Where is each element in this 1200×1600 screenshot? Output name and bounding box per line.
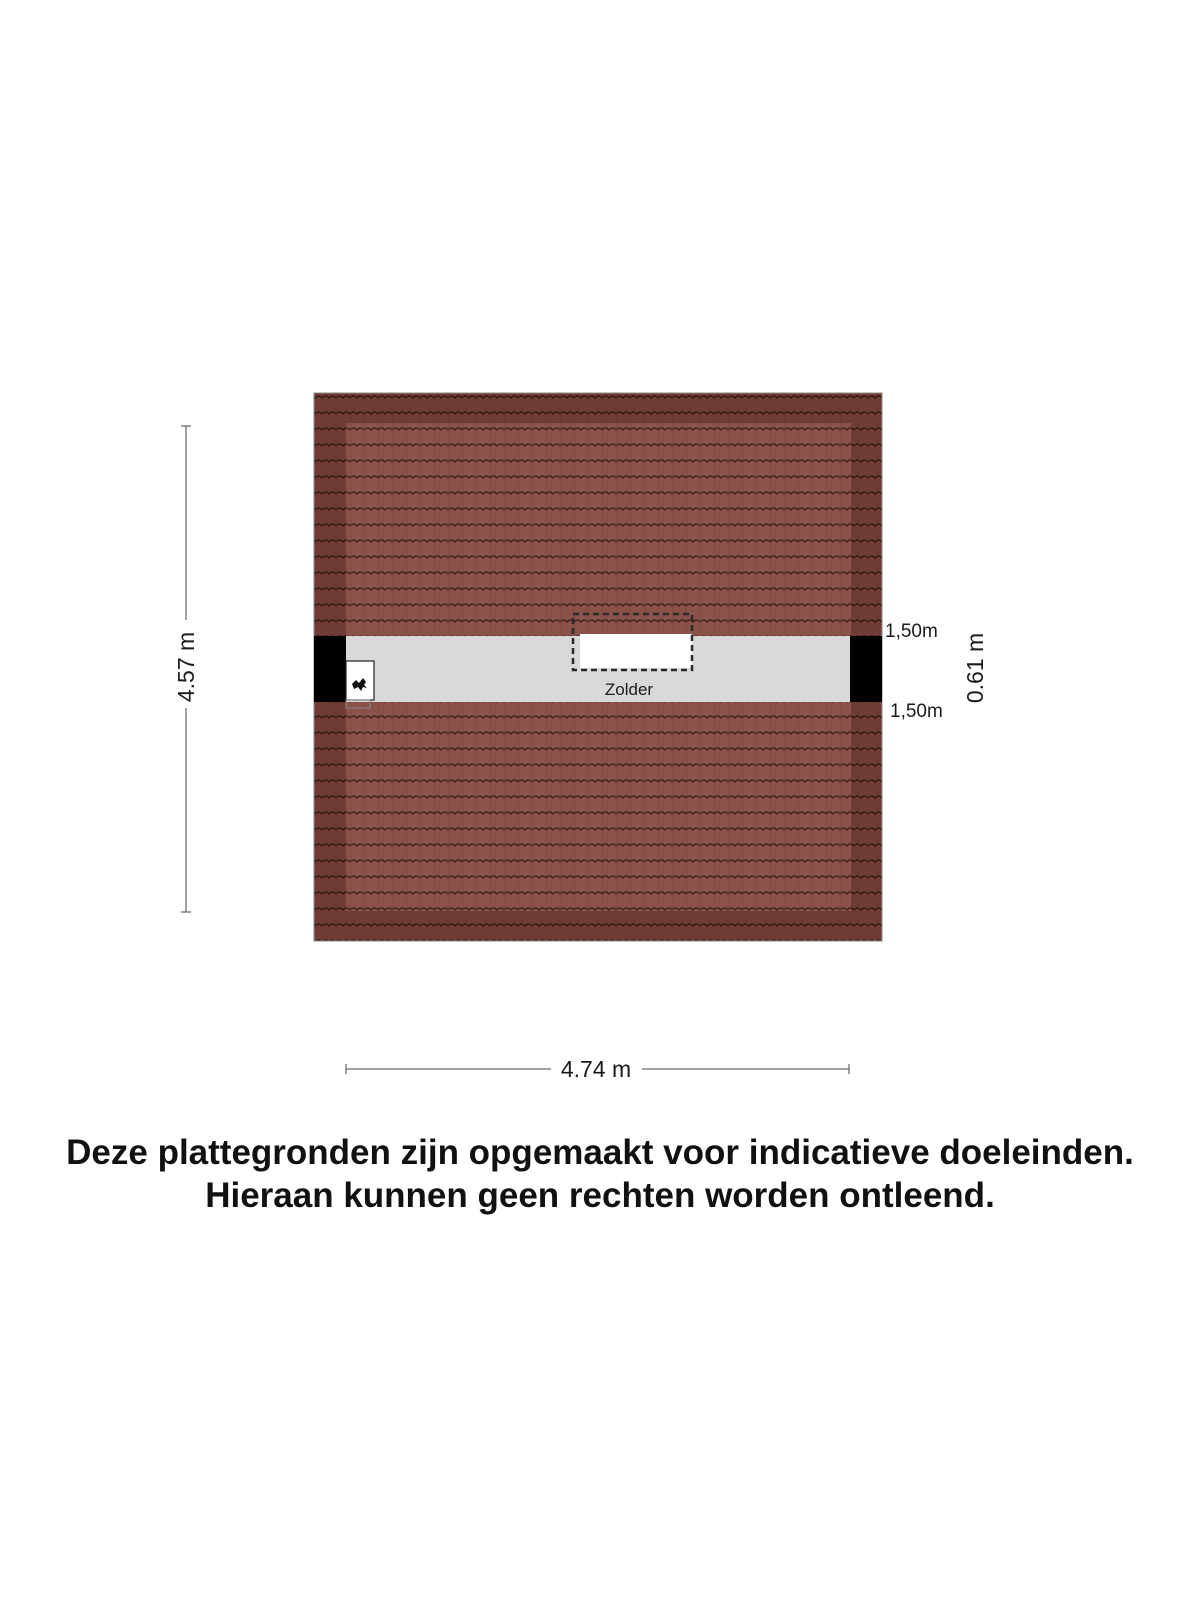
disclaimer-line-1: Deze plattegronden zijn opgemaakt voor indicatieve doeleinden. xyxy=(66,1133,1134,1172)
width-dimension xyxy=(346,1056,849,1082)
strip-height-label: 0.61 m xyxy=(962,632,988,704)
room-label: Zolder xyxy=(604,680,654,699)
disclaimer-line-2: Hieraan kunnen geen rechten worden ontleend. xyxy=(205,1176,995,1215)
wall-left xyxy=(314,636,346,702)
height-dimension xyxy=(173,426,199,912)
ceiling-height-bottom: 1,50m xyxy=(890,701,943,722)
wall-right xyxy=(850,636,882,702)
width-label: 4.74 m xyxy=(560,1056,632,1082)
ceiling-height-top: 1,50m xyxy=(885,621,938,642)
height-label: 4.57 m xyxy=(173,631,199,703)
